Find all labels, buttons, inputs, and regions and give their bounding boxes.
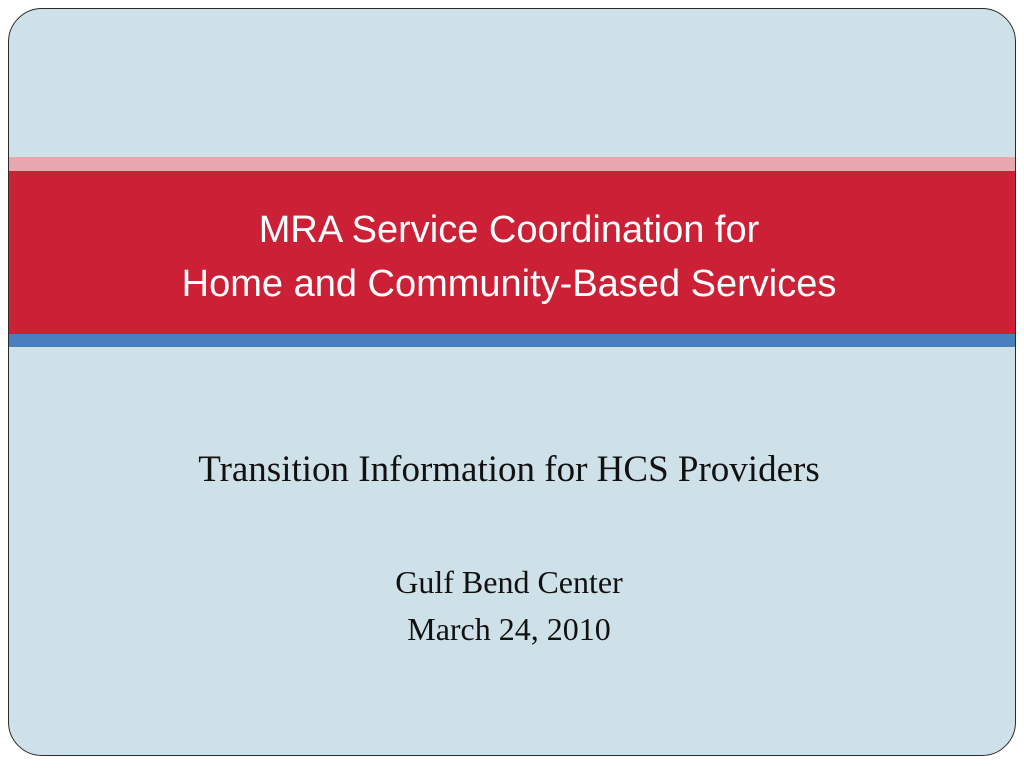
presentation-location: Gulf Bend Center [395,564,623,600]
slide-title-line-1: MRA Service Coordination for [258,209,760,251]
presentation-details [9,559,1009,653]
presentation-date: March 24, 2010 [407,611,611,647]
pink-accent-stripe [9,157,1015,171]
slide-subtitle: Transition Information for HCS Providers [198,449,820,490]
blue-accent-stripe [9,334,1015,347]
slide-title [9,203,1009,311]
slide [8,8,1016,756]
slide-title-line-2: Home and Community-Based Services [181,263,837,305]
